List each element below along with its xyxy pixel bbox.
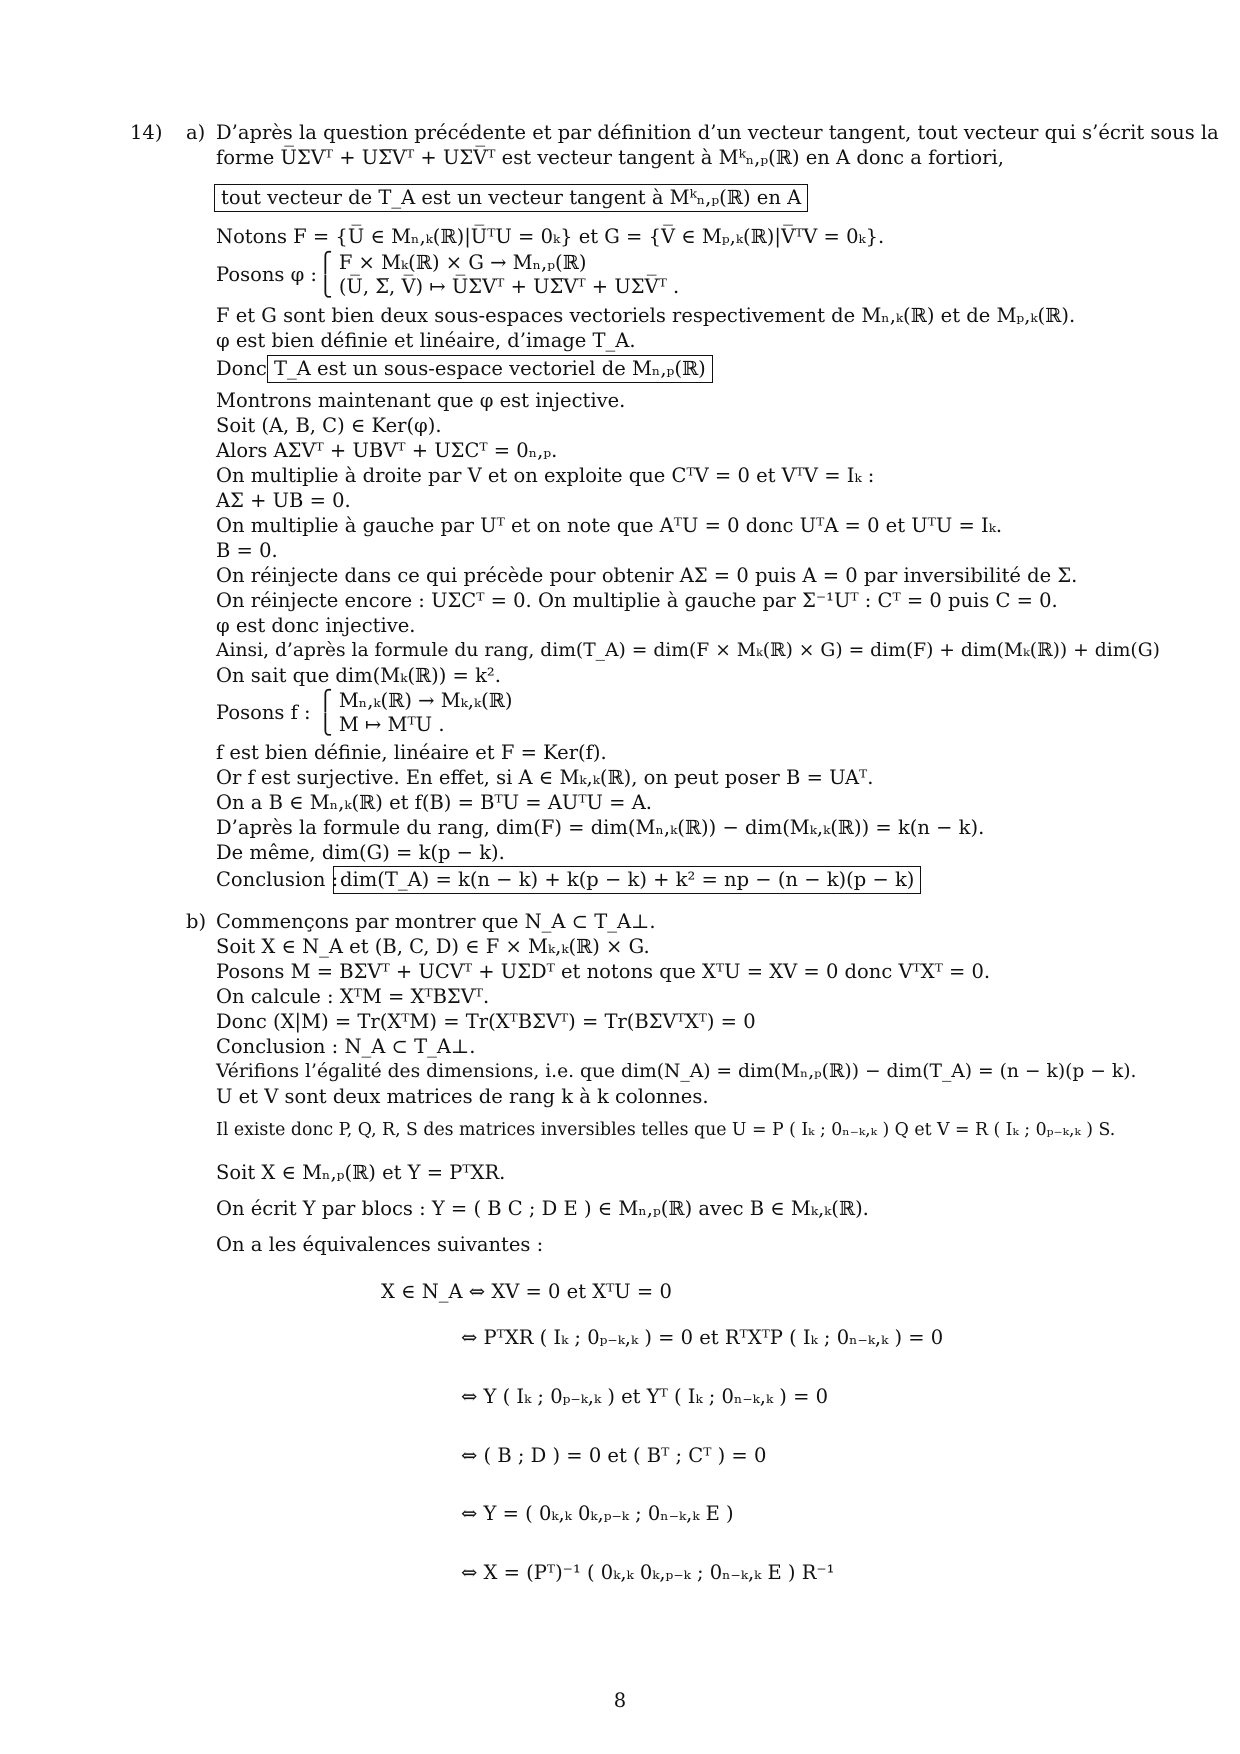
text-line: Montrons maintenant que φ est injective. xyxy=(216,389,626,412)
text-line: De même, dim(G) = k(p − k). xyxy=(216,841,505,864)
text-line: On calcule : XᵀM = XᵀBΣVᵀ. xyxy=(216,985,490,1008)
text-line: Conclusion : N_A ⊂ T_A⊥. xyxy=(216,1035,476,1058)
text-line: On écrit Y par blocs : Y = ( B C ; D E ) ∈ Mₙ,ₚ(ℝ) avec B ∈ Mₖ,ₖ(ℝ). xyxy=(216,1197,869,1220)
text-line: Posons M = BΣVᵀ + UCVᵀ + UΣDᵀ et notons que XᵀU = XV = 0 donc VᵀXᵀ = 0. xyxy=(216,960,991,983)
boxed-result xyxy=(214,184,808,212)
text-line: Soit (A, B, C) ∈ Ker(φ). xyxy=(216,414,442,437)
text-line: D’après la formule du rang, dim(F) = dim(Mₙ,ₖ(ℝ)) − dim(Mₖ,ₖ(ℝ)) = k(n − k). xyxy=(216,816,985,839)
text-line: Conclusion : xyxy=(216,868,339,891)
text-line: U et V sont deux matrices de rang k à k colonnes. xyxy=(216,1085,709,1108)
text-line: φ est donc injective. xyxy=(216,614,416,637)
text-line: Vérifions l’égalité des dimensions, i.e. que dim(N_A) = dim(Mₙ,ₚ(ℝ)) − dim(T_A) = (n − k)(p − k). xyxy=(216,1061,1137,1082)
map-def-line: ⎩ (U̅, Σ̅, V̅) ↦ U̅ΣVᵀ + UΣ̅Vᵀ + UΣV̅ᵀ . xyxy=(318,275,680,298)
text-line: On réinjecte encore : UΣCᵀ = 0. On multiplie à gauche par Σ⁻¹Uᵀ : Cᵀ = 0 puis C = 0. xyxy=(216,589,1058,612)
text-line: F et G sont bien deux sous-espaces vectoriels respectivement de Mₙ,ₖ(ℝ) et de Mₚ,ₖ(ℝ). xyxy=(216,304,1076,327)
text-line: Notons F = {U̅ ∈ Mₙ,ₖ(ℝ)|U̅ᵀU = 0ₖ} et G = {V̅ ∈ Mₚ,ₖ(ℝ)|V̅ᵀV = 0ₖ}. xyxy=(216,225,885,248)
text-line: Commençons par montrer que N_A ⊂ T_A⊥. xyxy=(216,910,656,933)
boxed-result xyxy=(333,866,921,894)
map-def-line: ⎧ F × Mₖ(ℝ) × G → Mₙ,ₚ(ℝ) xyxy=(318,251,587,274)
equivalence-line: ⇔ Y ( Iₖ ; 0ₚ₋ₖ,ₖ ) et Yᵀ ( Iₖ ; 0ₙ₋ₖ,ₖ ) = 0 xyxy=(461,1385,829,1408)
text-line: Il existe donc P, Q, R, S des matrices inversibles telles que U = P ( Iₖ ; 0ₙ₋ₖ,ₖ ) Q et V = R ( Iₖ ; 0ₚ₋ₖ,ₖ ) S. xyxy=(216,1120,1116,1140)
text-line: f est bien définie, linéaire et F = Ker(f). xyxy=(216,741,607,764)
boxed-result xyxy=(267,355,713,383)
question-number: 14) xyxy=(130,121,163,144)
text-line: Alors AΣVᵀ + UBVᵀ + UΣCᵀ = 0ₙ,ₚ. xyxy=(216,439,558,462)
text-line: On multiplie à gauche par Uᵀ et on note que AᵀU = 0 donc UᵀA = 0 et UᵀU = Iₖ. xyxy=(216,514,1003,537)
boxed-text: T_A est un sous-espace vectoriel de Mₙ,ₚ(ℝ) xyxy=(267,355,713,383)
text-line: Soit X ∈ Mₙ,ₚ(ℝ) et Y = PᵀXR. xyxy=(216,1161,506,1184)
text-line: Soit X ∈ N_A et (B, C, D) ∈ F × Mₖ,ₖ(ℝ) × G. xyxy=(216,935,650,958)
text-line: B = 0. xyxy=(216,539,278,562)
text-line: D’après la question précédente et par définition d’un vecteur tangent, tout vecteur qui s’écrit sous la xyxy=(216,121,1219,144)
boxed-text: dim(T_A) = k(n − k) + k(p − k) + k² = np − (n − k)(p − k) xyxy=(333,866,921,894)
text-line: forme U̅ΣVᵀ + UΣ̅Vᵀ + UΣV̅ᵀ est vecteur tangent à Mᵏₙ,ₚ(ℝ) en A donc a fortiori, xyxy=(216,146,1004,169)
equivalence-line: ⇔ PᵀXR ( Iₖ ; 0ₚ₋ₖ,ₖ ) = 0 et RᵀXᵀP ( Iₖ ; 0ₙ₋ₖ,ₖ ) = 0 xyxy=(461,1326,944,1349)
text-line: Or f est surjective. En effet, si A ∈ Mₖ,ₖ(ℝ), on peut poser B = UAᵀ. xyxy=(216,766,874,789)
boxed-text: tout vecteur de T_A est un vecteur tangent à Mᵏₙ,ₚ(ℝ) en A xyxy=(214,184,808,212)
text-line: On réinjecte dans ce qui précède pour obtenir AΣ = 0 puis A = 0 par inversibilité de Σ. xyxy=(216,564,1078,587)
text-line: Donc (X|M) = Tr(XᵀM) = Tr(XᵀBΣVᵀ) = Tr(BΣVᵀXᵀ) = 0 xyxy=(216,1010,756,1033)
text-line: Ainsi, d’après la formule du rang, dim(T_A) = dim(F × Mₖ(ℝ) × G) = dim(F) + dim(Mₖ(ℝ)) + dim(G) xyxy=(216,640,1160,661)
part-b-label: b) xyxy=(186,910,207,933)
equivalence-line: ⇔ ( B ; D ) = 0 et ( Bᵀ ; Cᵀ ) = 0 xyxy=(461,1444,767,1467)
text-line: Posons φ : xyxy=(216,263,318,286)
text-line: On sait que dim(Mₖ(ℝ)) = k². xyxy=(216,664,501,687)
equivalence-line: ⇔ Y = ( 0ₖ,ₖ 0ₖ,ₚ₋ₖ ; 0ₙ₋ₖ,ₖ E ) xyxy=(461,1502,734,1525)
map-def-line: ⎧ Mₙ,ₖ(ℝ) → Mₖ,ₖ(ℝ) xyxy=(318,689,513,712)
map-def-line: ⎩ M ↦ MᵀU . xyxy=(318,713,445,736)
text-line: φ est bien définie et linéaire, d’image T_A. xyxy=(216,329,636,352)
text-line: AΣ + UB = 0. xyxy=(216,489,351,512)
part-a-label: a) xyxy=(186,121,206,144)
equivalence-line: ⇔ X = (Pᵀ)⁻¹ ( 0ₖ,ₖ 0ₖ,ₚ₋ₖ ; 0ₙ₋ₖ,ₖ E ) R⁻¹ xyxy=(461,1561,835,1584)
page-number: 8 xyxy=(613,1689,627,1712)
text-line: Donc xyxy=(216,357,267,380)
text-line: Posons f : xyxy=(216,701,311,724)
text-line: On a B ∈ Mₙ,ₖ(ℝ) et f(B) = BᵀU = AUᵀU = A. xyxy=(216,791,652,814)
text-line: On multiplie à droite par V et on exploite que CᵀV = 0 et VᵀV = Iₖ : xyxy=(216,464,875,487)
text-line: On a les équivalences suivantes : xyxy=(216,1233,544,1256)
equivalence-line: X ∈ N_A ⇔ XV = 0 et XᵀU = 0 xyxy=(381,1280,672,1303)
